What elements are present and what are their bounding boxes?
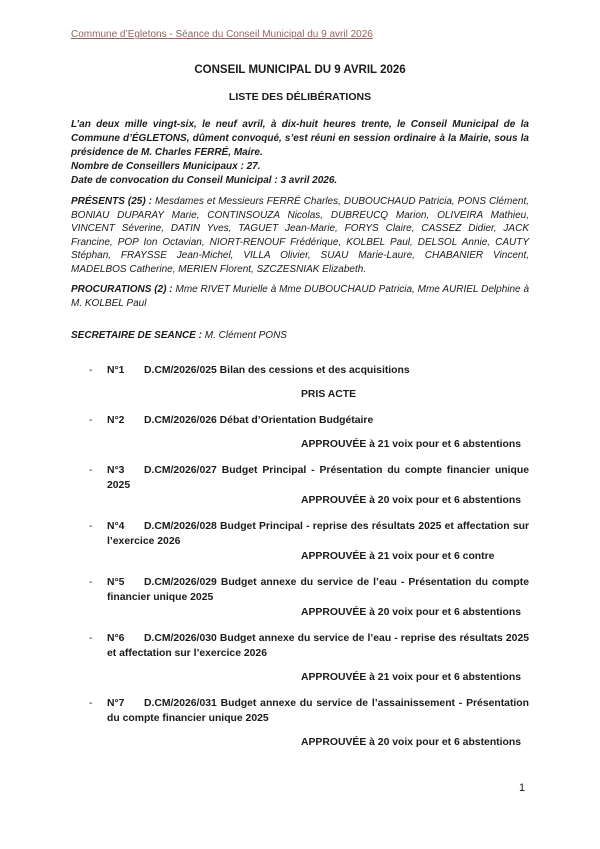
deliberation-text [107, 631, 529, 661]
document-subtitle: LISTE DES DÉLIBÉRATIONS [228, 91, 372, 103]
deliberation-item [89, 413, 529, 452]
deliberation-text [107, 575, 529, 605]
deliberation-ref: D.CM/2026/030 [144, 632, 217, 644]
deliberation-title: Budget annexe du service de l’eau - reprise des résultats 2025 et affectation sur l’exercice 2026 [107, 632, 529, 659]
deliberation-ref: D.CM/2026/029 [144, 576, 217, 588]
deliberation-text [107, 413, 529, 428]
deliberation-ref: D.CM/2026/026 [144, 414, 217, 426]
deliberation-result: APPROUVÉE à 20 voix pour et 6 abstentions [301, 494, 521, 506]
deliberation-title: Budget Principal - reprise des résultats 2025 et affectation sur l’exercice 2026 [107, 520, 529, 547]
secretary-label: SECRETAIRE DE SEANCE : [71, 330, 202, 341]
deliberation-ref: D.CM/2026/025 [144, 364, 217, 376]
deliberation-title: Bilan des cessions et des acquisitions [219, 364, 410, 376]
deliberation-title: Budget Principal - Présentation du compte financier unique 2025 [107, 464, 529, 491]
procurations-paragraph [71, 283, 529, 310]
deliberation-number: N°3 [107, 464, 125, 476]
bullet-dash: - [89, 697, 93, 709]
deliberation-number: N°4 [107, 520, 125, 532]
deliberation-ref: D.CM/2026/031 [144, 697, 217, 709]
deliberation-result: APPROUVÉE à 20 voix pour et 6 abstentions [301, 736, 521, 748]
deliberations-list [71, 363, 529, 750]
deliberation-result: APPROUVÉE à 21 voix pour et 6 abstentions [301, 438, 521, 450]
convocation-date-line: Date de convocation du Conseil Municipal : 3 avril 2026. [71, 175, 338, 186]
deliberation-item [89, 575, 529, 620]
deliberation-title: Débat d’Orientation Budgétaire [219, 414, 374, 426]
page-number: 1 [519, 782, 526, 794]
bullet-dash: - [89, 464, 93, 476]
deliberation-text [107, 696, 529, 726]
deliberation-result: APPROUVÉE à 21 voix pour et 6 contre [301, 550, 495, 562]
deliberation-result: PRIS ACTE [301, 388, 357, 400]
deliberation-result: APPROUVÉE à 21 voix pour et 6 abstentions [301, 671, 521, 683]
deliberation-item [89, 696, 530, 750]
deliberation-text [107, 463, 529, 493]
deliberation-item [89, 519, 529, 564]
deliberation-text [107, 519, 529, 549]
bullet-dash: - [89, 520, 93, 532]
deliberation-number: N°1 [107, 364, 125, 376]
bullet-dash: - [89, 632, 93, 644]
deliberation-item [89, 363, 529, 402]
deliberation-ref: D.CM/2026/027 [144, 464, 217, 476]
procurations-label: PROCURATIONS (2) : [71, 284, 173, 295]
procurations-text: Mme RIVET Murielle à Mme DUBOUCHAUD Patricia, Mme AURIEL Delphine à M. KOLBEL Paul [71, 284, 530, 309]
bullet-dash: - [89, 414, 93, 426]
deliberation-item [89, 463, 529, 508]
secretary-paragraph [71, 329, 529, 343]
deliberation-title: Budget annexe du service de l’eau - Présentation du compte financier unique 2025 [107, 576, 529, 603]
document-header: Commune d’Egletons - Séance du Conseil Municipal du 9 avril 2026 [71, 29, 373, 40]
deliberation-ref: D.CM/2026/028 [144, 520, 217, 532]
secretary-name: M. Clément PONS [204, 330, 287, 341]
document-title: CONSEIL MUNICIPAL DU 9 AVRIL 2026 [194, 64, 406, 76]
bullet-dash: - [89, 364, 93, 376]
session-intro-paragraph [71, 118, 529, 188]
presents-paragraph [71, 195, 529, 276]
presents-names: Mesdames et Messieurs FERRÉ Charles, DUBOUCHAUD Patricia, PONS Clément, BONIAU DUPARAY Marie, CONTINSOUZA Nicolas, DUBREUCQ Marion, OLIVEIRA Mathieu, VINCENT Séverine, DATIN Yves, TAGUET Jean-Marie, FORYS Claire, CASSEZ Didier, JACK Francine, POP Ion Octavian, NIORT-RENOUF Frédérique, KOLBEL Paul, DELSOL Annie, CAUTY Stéphan, FRAYSSE Jean-Michel, VILLA Olivier, SUAU Marie-Laure, CHABANIER Vincent, MADELBOS Catherine, MERIEN Florent, SZCZESNIAK Elizabeth. [71, 196, 529, 275]
presents-label: PRÉSENTS (25) : [71, 196, 152, 207]
bullet-dash: - [89, 576, 93, 588]
deliberation-number: N°6 [107, 632, 125, 644]
deliberation-number: N°7 [107, 697, 125, 709]
deliberation-text [107, 363, 529, 378]
deliberation-result: APPROUVÉE à 20 voix pour et 6 abstentions [301, 606, 521, 618]
session-opening-text: L’an deux mille vingt-six, le neuf avril, à dix-huit heures trente, le Conseil Municipal de la Commune d’ÉGLETONS, dûment convoqué, s’est réuni en session ordinaire à la Mairie, sous la présidence de M. Charles FERRÉ, Maire. [71, 119, 529, 158]
councillors-count-line: Nombre de Conseillers Municipaux : 27. [71, 161, 261, 172]
deliberation-title: Budget annexe du service de l’assainissement - Présentation du compte financier unique 2025 [107, 697, 530, 724]
deliberation-item [89, 631, 529, 685]
deliberation-number: N°5 [107, 576, 125, 588]
deliberation-number: N°2 [107, 414, 125, 426]
